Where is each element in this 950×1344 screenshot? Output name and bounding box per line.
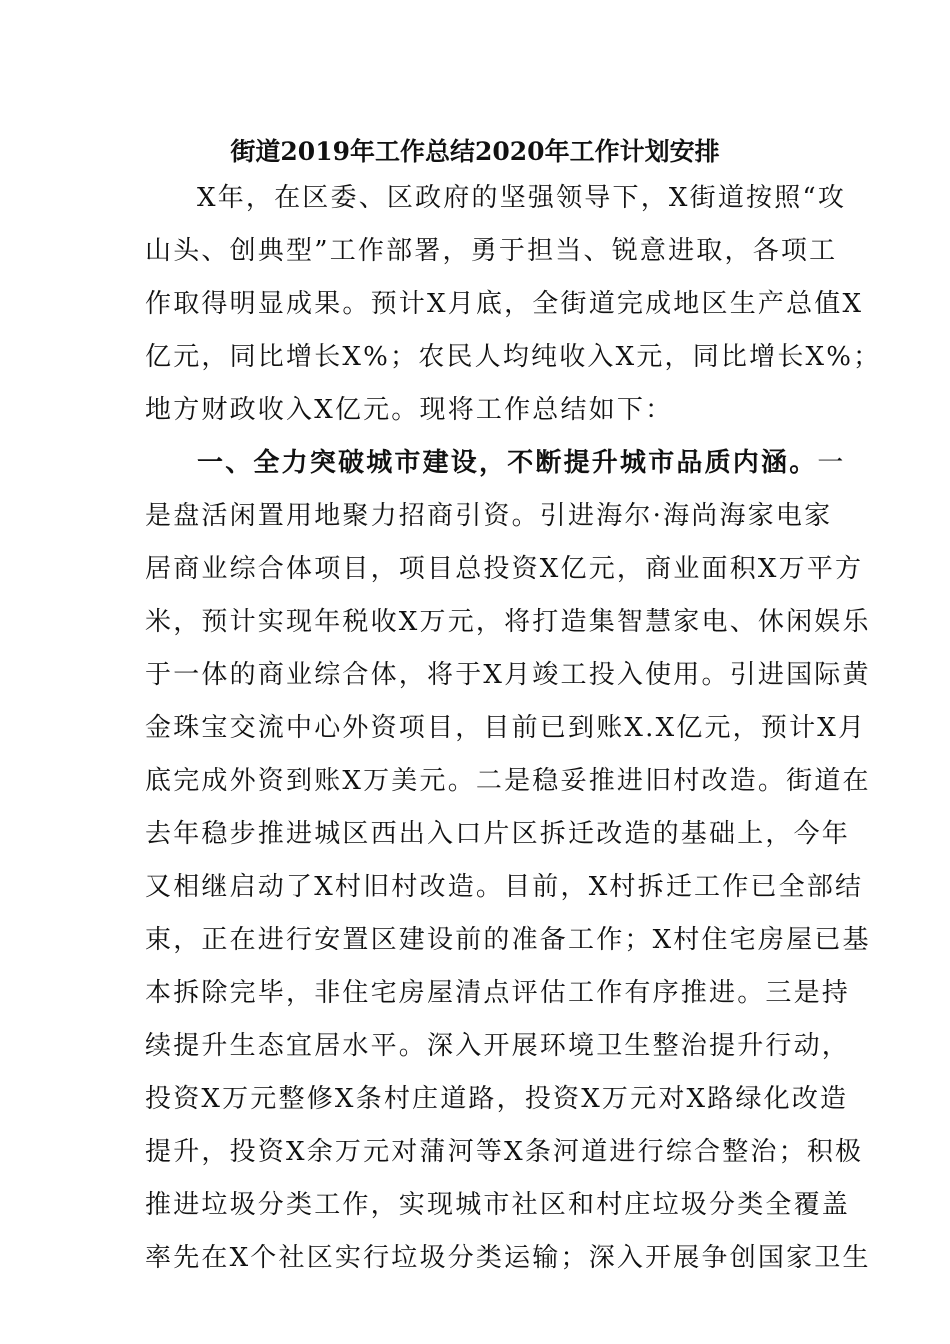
paragraph-2-line-10: 本拆除完毕，非住宅房屋清点评估工作有序推进。三是持 (145, 978, 851, 1008)
paragraph-2-line-3: 米，预计实现年税收X万元，将打造集智慧家电、休闲娱乐 (145, 607, 871, 637)
paragraph-1-line-5: 地方财政收入X亿元。现将工作总结如下： (145, 395, 674, 425)
paragraph-2-line-14: 推进垃圾分类工作，实现城市社区和村庄垃圾分类全覆盖 (145, 1190, 851, 1220)
paragraph-2-line-7: 去年稳步推进城区西出入口片区拆迁改造的基础上，今年 (145, 819, 851, 849)
document-title: 街道2019年工作总结2020年工作计划安排 (230, 137, 720, 166)
paragraph-1-line-3: 作取得明显成果。预计X月底，全街道完成地区生产总值X (145, 289, 864, 319)
paragraph-2-line-12: 投资X万元整修X条村庄道路，投资X万元对X路绿化改造 (145, 1084, 849, 1114)
paragraph-1-line-4: 亿元，同比增长X%；农民人均纯收入X元，同比增长X%； (145, 342, 882, 372)
section-heading: 一、全力突破城市建设，不断提升城市品质内涵。 (197, 448, 818, 478)
paragraph-2-line-11: 续提升生态宜居水平。深入开展环境卫生整治提升行动， (145, 1031, 851, 1061)
paragraph-2-line-4: 于一体的商业综合体，将于X月竣工投入使用。引进国际黄 (145, 660, 871, 690)
section-heading-tail: 一 (817, 448, 846, 478)
paragraph-2-line-5: 金珠宝交流中心外资项目，目前已到账X.X亿元，预计X月 (145, 713, 867, 743)
section-heading-line (197, 437, 846, 489)
paragraph-2-line-9: 束，正在进行安置区建设前的准备工作；X村住宅房屋已基 (145, 925, 871, 955)
paragraph-2-line-6: 底完成外资到账X万美元。二是稳妥推进旧村改造。街道在 (145, 766, 871, 796)
paragraph-2-line-15: 率先在X个社区实行垃圾分类运输；深入开展争创国家卫生 (145, 1243, 871, 1273)
paragraph-2-line-2: 居商业综合体项目，项目总投资X亿元，商业面积X万平方 (145, 554, 864, 584)
paragraph-2-line-8: 又相继启动了X村旧村改造。目前，X村拆迁工作已全部结 (145, 872, 864, 902)
paragraph-1-line-2: 山头、创典型”工作部署，勇于担当、锐意进取，各项工 (145, 236, 838, 266)
paragraph-2-line-1: 是盘活闲置用地聚力招商引资。引进海尔·海尚海家电家 (145, 501, 833, 531)
paragraph-1-line-1: X年，在区委、区政府的坚强领导下，X街道按照“攻 (197, 183, 847, 213)
paragraph-2-line-13: 提升，投资X余万元对蒲河等X条河道进行综合整治；积极 (145, 1137, 864, 1167)
